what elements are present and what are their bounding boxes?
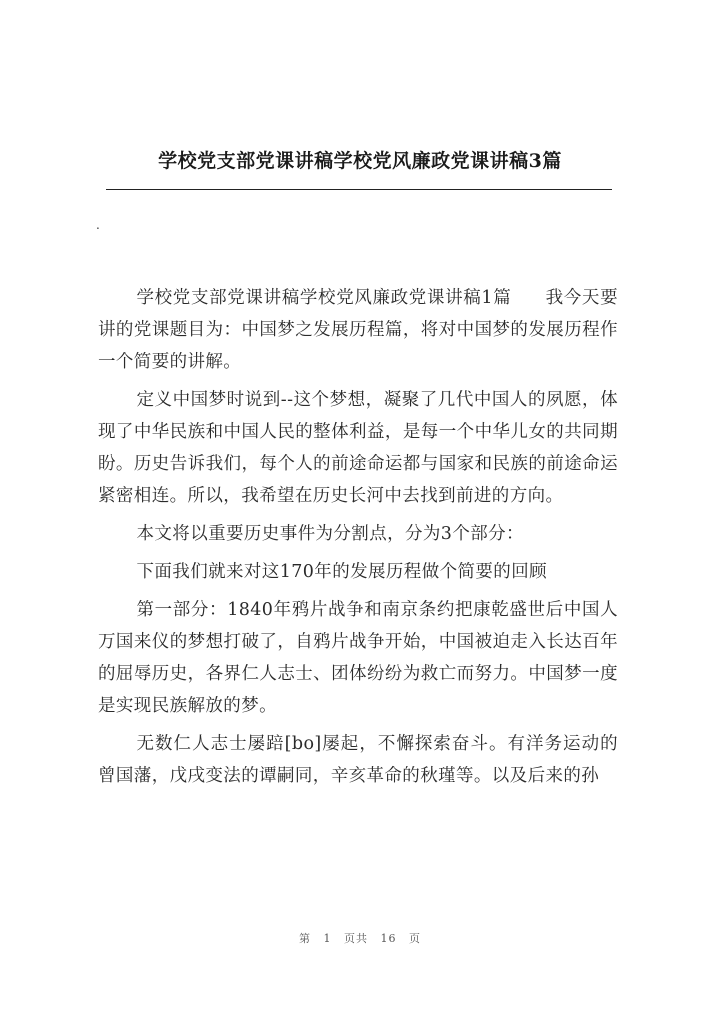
paragraph-1-heading: 学校党支部党课讲稿学校党风廉政党课讲稿1篇 xyxy=(136,288,512,308)
paragraph-4: 下面我们就来对这170年的发展历程做个简要的回顾 xyxy=(136,562,548,582)
paragraph-1 xyxy=(98,282,618,378)
paragraph-5: 第一部分：1840年鸦片战争和南京条约把康乾盛世后中国人万国来仪的梦想打破了，自鸦片战争开始，中国被迫走入长达百年的屈辱历史，各界仁人志士、团体纷纷为救亡而努力。中国梦一度是实现民族解放的梦。 xyxy=(98,600,618,716)
paragraph-6: 无数仁人志士屡踣[bo]屡起，不懈探索奋斗。有洋务运动的曾国藩，戊戌变法的谭嗣同，辛亥革命的秋瑾等。以及后来的孙 xyxy=(98,734,618,786)
page-number-footer: 第 1 页共 16 页 xyxy=(299,932,421,945)
document-title: 学校党支部党课讲稿学校党风廉政党课讲稿3篇 xyxy=(158,150,562,172)
document-body xyxy=(98,282,618,798)
paragraph-3: 本文将以重要历史事件为分割点，分为3个部分： xyxy=(136,524,524,544)
paragraph-1-text: 我今天要讲的党课题目为：中国梦之发展历程篇，将对中国梦的发展历程作一个简要的讲解。 xyxy=(98,288,618,372)
paragraph-marker: . xyxy=(96,218,100,232)
title-divider xyxy=(106,189,612,190)
paragraph-2: 定义中国梦时说到--这个梦想，凝聚了几代中国人的夙愿，体现了中华民族和中国人民的整体利益，是每一个中华儿女的共同期盼。历史告诉我们，每个人的前途命运都与国家和民族的前途命运紧密相连。所以，我希望在历史长河中去找到前进的方向。 xyxy=(98,390,618,506)
